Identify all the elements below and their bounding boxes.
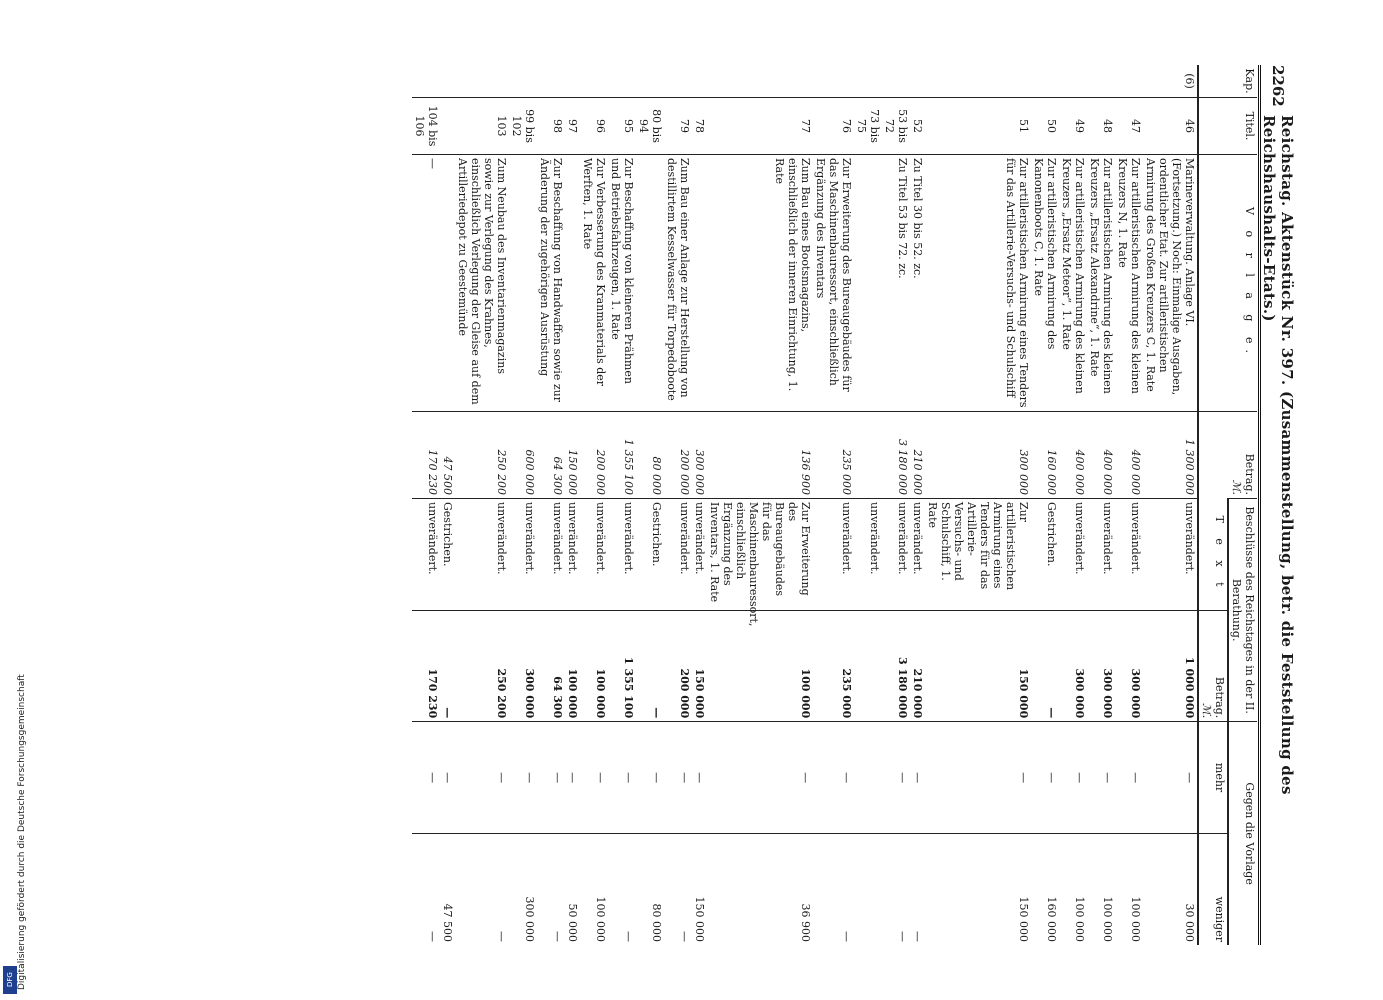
cell-weniger: 36 900 — [707, 833, 813, 945]
cell-kap — [440, 65, 455, 98]
cell-titel: 77 — [707, 98, 813, 155]
cell-vorlage — [440, 155, 455, 412]
cell-weniger: 100 000 — [1087, 833, 1115, 945]
cell-text: unverändert. — [565, 499, 580, 611]
cell-text: unverändert. — [692, 499, 707, 611]
cell-titel: 48 — [1087, 98, 1115, 155]
table-row — [537, 65, 565, 945]
table-body — [412, 65, 1198, 945]
cell-vorlage: — — [412, 155, 440, 412]
cell-kap — [1031, 65, 1059, 98]
table-row — [664, 65, 692, 945]
cell-kap — [537, 65, 565, 98]
cell-titel: 104 bis 106 — [412, 98, 440, 155]
col-weniger: weniger — [1198, 833, 1228, 945]
cell-betrag2: 235 000 — [813, 610, 854, 722]
cell-vorlage: Zur Beschaffung von kleineren Prähmen und Betriebsfahrzeugen, 1. Rate — [608, 155, 636, 412]
cell-betrag2: — — [636, 610, 664, 722]
cell-vorlage: Zur artilleristischen Armirung eines Tenders für das Artillerie-Versuchs- und Schulschiff — [925, 155, 1031, 412]
cell-vorlage: Zur artilleristischen Armirung des Kanonenboots C, 1. Rate — [1031, 155, 1059, 412]
cell-betrag2: 300 000 — [1087, 610, 1115, 722]
cell-mehr: — — [636, 722, 664, 834]
cell-kap — [565, 65, 580, 98]
cell-weniger: 50 000 — [565, 833, 580, 945]
cell-kap: (6) — [1183, 73, 1196, 89]
cell-titel: 98 — [537, 98, 565, 155]
cell-mehr: — — [882, 722, 910, 834]
cell-mehr: — — [580, 722, 608, 834]
cell-betrag: 300 000 — [925, 412, 1031, 499]
table-row — [692, 65, 707, 945]
cell-kap — [1115, 65, 1143, 98]
cell-betrag2: 1 000 000 — [1143, 610, 1198, 722]
cell-weniger: — — [910, 833, 925, 945]
table-row — [440, 65, 455, 945]
cell-betrag: 250 200 — [455, 412, 509, 499]
table-row — [882, 65, 910, 945]
cell-mehr: — — [910, 722, 925, 834]
cell-vorlage — [509, 155, 537, 412]
cell-weniger: — — [455, 833, 509, 945]
cell-titel: 52 — [910, 98, 925, 155]
cell-text: Zur Erweiterung des Bureaugebäudes für das Maschinenbauressort, einschließlich Ergänzung des Inventars, 1. Rate — [707, 499, 813, 611]
cell-mehr: — — [813, 722, 854, 834]
cell-betrag: 400 000 — [1059, 412, 1087, 499]
col-betrag2-label: Betrag. — [1213, 676, 1226, 719]
cell-weniger: — — [664, 833, 692, 945]
cell-kap — [925, 65, 1031, 98]
cell-weniger: — — [608, 833, 636, 945]
document-page — [55, 65, 1295, 945]
cell-betrag2: 300 000 — [509, 610, 537, 722]
cell-betrag: 170 230 — [412, 412, 440, 499]
cell-weniger: — — [412, 833, 440, 945]
col-titel: Titel. — [1198, 98, 1257, 155]
cell-text: unverändert. — [882, 499, 910, 611]
cell-betrag: 3 180 000 — [882, 412, 910, 499]
cell-weniger: 47 500 — [440, 833, 455, 945]
table-row — [854, 65, 882, 945]
col-betrag2-unit: ℳ. — [1200, 702, 1213, 719]
cell-kap — [854, 65, 882, 98]
cell-vorlage — [854, 155, 882, 412]
cell-kap — [636, 65, 664, 98]
cell-kap — [664, 65, 692, 98]
cell-titel: 80 bis 94 — [636, 98, 664, 155]
cell-mehr: — — [1059, 722, 1087, 834]
col-betrag2 — [1198, 610, 1228, 722]
table-row — [1059, 65, 1087, 945]
credit-note — [3, 600, 27, 990]
cell-betrag2: 100 000 — [580, 610, 608, 722]
cell-text: unverändert. — [854, 499, 882, 611]
cell-mehr: — — [692, 722, 707, 834]
table-row — [580, 65, 608, 945]
cell-vorlage: Zur Erweiterung des Bureaugebäudes für das Maschinenbauressort, einschließlich Ergänzung des Inventars — [813, 155, 854, 412]
col-beschluesse: Beschlüsse des Reichstages in der II. Berathung. — [1228, 499, 1257, 722]
cell-vorlage: Zum Bau eines Bootsmagazins, einschließlich der inneren Einrichtung, 1. Rate — [707, 155, 813, 412]
cell-betrag: 1 300 000 — [1143, 412, 1198, 499]
cell-text: unverändert. — [664, 499, 692, 611]
cell-betrag: 235 000 — [813, 412, 854, 499]
cell-betrag2: 3 180 000 — [882, 610, 910, 722]
cell-weniger: 30 000 — [1143, 833, 1198, 945]
cell-mehr: — — [455, 722, 509, 834]
cell-betrag2: 150 000 — [692, 610, 707, 722]
cell-weniger: 80 000 — [636, 833, 664, 945]
credit-text: Digitalisierung gefördert durch die Deutsche Forschungsgemeinschaft — [17, 674, 27, 990]
cell-betrag2: 170 230 — [412, 610, 440, 722]
col-kap: Kap. — [1198, 65, 1257, 98]
cell-text: unverändert. — [1115, 499, 1143, 611]
cell-titel: 50 — [1031, 98, 1059, 155]
cell-betrag2: 64 300 — [537, 610, 565, 722]
cell-titel: 53 bis 72 — [882, 98, 910, 155]
table-row — [1115, 65, 1143, 945]
cell-text: Gestrichen. — [636, 499, 664, 611]
cell-text: unverändert. — [509, 499, 537, 611]
cell-kap — [813, 65, 854, 98]
cell-kap — [692, 65, 707, 98]
cell-vorlage: Zur Beschaffung von Handwaffen sowie zur Änderung der zugehörigen Ausrüstung — [537, 155, 565, 412]
col-betrag-unit: ℳ. — [1230, 479, 1243, 495]
cell-betrag: 1 355 100 — [608, 412, 636, 499]
cell-betrag2: 210 000 — [910, 610, 925, 722]
cell-betrag2: 300 000 — [1059, 610, 1087, 722]
cell-vorlage: Zur artilleristischen Armirung des kleinen Kreuzers N, 1. Rate — [1115, 155, 1143, 412]
cell-titel: 97 — [565, 98, 580, 155]
cell-text: unverändert. — [1059, 499, 1087, 611]
table-row — [1031, 65, 1059, 945]
cell-betrag2: 300 000 — [1115, 610, 1143, 722]
table-row — [509, 65, 537, 945]
table-row — [707, 65, 813, 945]
cell-titel — [440, 98, 455, 155]
cell-vorlage: Zur Verbesserung des Kranmaterials der Werften, 1. Rate — [580, 155, 608, 412]
cell-text: unverändert. — [412, 499, 440, 611]
cell-betrag — [854, 412, 882, 499]
table-row — [910, 65, 925, 945]
cell-betrag: 400 000 — [1115, 412, 1143, 499]
cell-betrag: 80 000 — [636, 412, 664, 499]
cell-weniger: 150 000 — [692, 833, 707, 945]
cell-betrag2 — [854, 610, 882, 722]
table-row — [608, 65, 636, 945]
cell-kap — [580, 65, 608, 98]
col-text: T e x t — [1198, 499, 1228, 611]
cell-betrag2: — — [440, 610, 455, 722]
table-row — [412, 65, 440, 945]
cell-text: unverändert. — [608, 499, 636, 611]
cell-vorlage: Zum Bau einer Anlage zur Herstellung von destillirtem Kesselwasser für Torpedoboote — [664, 155, 692, 412]
dfg-logo: DFG — [3, 966, 17, 994]
cell-vorlage: Zu Titel 53 bis 72. zc. — [882, 155, 910, 412]
table-row — [813, 65, 854, 945]
cell-titel: 79 — [664, 98, 692, 155]
cell-vorlage — [565, 155, 580, 412]
cell-kap — [1059, 65, 1087, 98]
cell-betrag: 210 000 — [910, 412, 925, 499]
cell-mehr: — — [440, 722, 455, 834]
table-row — [1143, 65, 1198, 945]
cell-text: unverändert. — [1087, 499, 1115, 611]
cell-vorlage — [636, 155, 664, 412]
cell-betrag: 200 000 — [580, 412, 608, 499]
cell-titel: 51 — [925, 98, 1031, 155]
cell-titel: 47 — [1115, 98, 1143, 155]
cell-text: unverändert. — [580, 499, 608, 611]
cell-titel: 95 — [608, 98, 636, 155]
cell-kap — [910, 65, 925, 98]
cell-text: unverändert. — [910, 499, 925, 611]
cell-titel: 96 — [580, 98, 608, 155]
cell-betrag: 200 000 — [664, 412, 692, 499]
cell-mehr: — — [1087, 722, 1115, 834]
cell-mehr: — — [707, 722, 813, 834]
cell-weniger: 150 000 — [925, 833, 1031, 945]
cell-text: unverändert. — [1143, 499, 1198, 611]
cell-text: Zur artilleristischen Armirung eines Tenders für das Artillerie-Versuchs- und Schulschiff, 1. Rate — [925, 499, 1031, 611]
cell-kap — [455, 65, 509, 98]
cell-mehr: — — [1143, 722, 1198, 834]
cell-text: unverändert. — [455, 499, 509, 611]
col-mehr: mehr — [1198, 722, 1228, 834]
cell-titel: 78 — [692, 98, 707, 155]
cell-betrag2: 100 000 — [565, 610, 580, 722]
cell-betrag: 300 000 — [692, 412, 707, 499]
cell-mehr: — — [509, 722, 537, 834]
cell-text: Gestrichen. — [440, 499, 455, 611]
cell-mehr: — — [664, 722, 692, 834]
cell-mehr: — — [1031, 722, 1059, 834]
cell-kap — [608, 65, 636, 98]
cell-mehr: — — [608, 722, 636, 834]
table-row — [1087, 65, 1115, 945]
cell-betrag2: 1 355 100 — [608, 610, 636, 722]
cell-mehr: — — [412, 722, 440, 834]
cell-betrag: 600 000 — [509, 412, 537, 499]
col-gegen: Gegen die Vorlage — [1228, 722, 1257, 945]
cell-betrag: 64 300 — [537, 412, 565, 499]
page-number: 2262 — [1269, 65, 1287, 107]
cell-betrag2: 100 000 — [707, 610, 813, 722]
cell-betrag2: 200 000 — [664, 610, 692, 722]
col-betrag — [1198, 412, 1257, 499]
cell-kap — [707, 65, 813, 98]
col-betrag-label: Betrag. — [1243, 453, 1256, 495]
cell-weniger: 160 000 — [1031, 833, 1059, 945]
cell-vorlage: Zum Neubau des Inventarienmagazins sowie zur Verlegung des Krahnes, einschließlich Verlegung der Gleise auf dem Artilleriedepot zu Geestemünde — [455, 155, 509, 412]
cell-betrag: 136 900 — [707, 412, 813, 499]
table-row — [455, 65, 509, 945]
cell-titel: 46 — [1143, 98, 1198, 155]
cell-kap — [882, 65, 910, 98]
cell-titel: 76 — [813, 98, 854, 155]
cell-text: Gestrichen. — [1031, 499, 1059, 611]
cell-weniger: 300 000 — [509, 833, 537, 945]
cell-text: unverändert. — [537, 499, 565, 611]
cell-weniger: — — [813, 833, 854, 945]
table-header-row — [1228, 65, 1257, 945]
table-row — [636, 65, 664, 945]
cell-mehr: — — [565, 722, 580, 834]
cell-weniger: — — [882, 833, 910, 945]
cell-titel: 103 — [455, 98, 509, 155]
cell-kap — [412, 65, 440, 98]
table-row — [565, 65, 580, 945]
cell-mehr — [854, 722, 882, 834]
cell-titel: 73 bis 75 — [854, 98, 882, 155]
cell-mehr: — — [537, 722, 565, 834]
cell-vorlage: Zur artilleristischen Armirung des kleinen Kreuzers „Ersatz Alexandrine“, 1. Rate — [1087, 155, 1115, 412]
cell-mehr: — — [1115, 722, 1143, 834]
cell-weniger: 100 000 — [1059, 833, 1087, 945]
cell-weniger: 100 000 — [1115, 833, 1143, 945]
cell-text: unverändert. — [813, 499, 854, 611]
cell-titel: 49 — [1059, 98, 1087, 155]
cell-vorlage — [692, 155, 707, 412]
table-row — [925, 65, 1031, 945]
budget-table — [412, 65, 1257, 945]
col-vorlage: V o r l a g e. — [1198, 155, 1257, 412]
cell-betrag2: — — [1031, 610, 1059, 722]
cell-betrag: 160 000 — [1031, 412, 1059, 499]
page-title: Reichstag. Aktenstück Nr. 397. (Zusammenstellung, betr. die Feststellung des Reichshaushalts-Etats.) — [1260, 115, 1296, 795]
cell-betrag: 150 000 — [565, 412, 580, 499]
cell-weniger: 100 000 — [580, 833, 608, 945]
cell-kap — [509, 65, 537, 98]
cell-betrag2: 150 000 — [925, 610, 1031, 722]
cell-vorlage: Marineverwaltung. Anlage VI. (Fortsetzung.) Noch: Einmalige Ausgaben, ordentlicher Etat. Zur artilleristischen Armirung des Großen Kreuzers C, 1. Rate — [1143, 155, 1198, 412]
cell-kap — [1087, 65, 1115, 98]
cell-weniger — [854, 833, 882, 945]
page-header — [1258, 65, 1295, 945]
cell-betrag: 400 000 — [1087, 412, 1115, 499]
cell-betrag: 47 500 — [440, 412, 455, 499]
cell-betrag2: 250 200 — [455, 610, 509, 722]
cell-weniger: — — [537, 833, 565, 945]
cell-titel: 99 bis 102 — [509, 98, 537, 155]
cell-mehr: — — [925, 722, 1031, 834]
cell-vorlage: Zur artilleristischen Armirung des kleinen Kreuzers „Ersatz Meteor“, 1. Rate — [1059, 155, 1087, 412]
cell-vorlage: Zu Titel 30 bis 52. zc. — [910, 155, 925, 412]
